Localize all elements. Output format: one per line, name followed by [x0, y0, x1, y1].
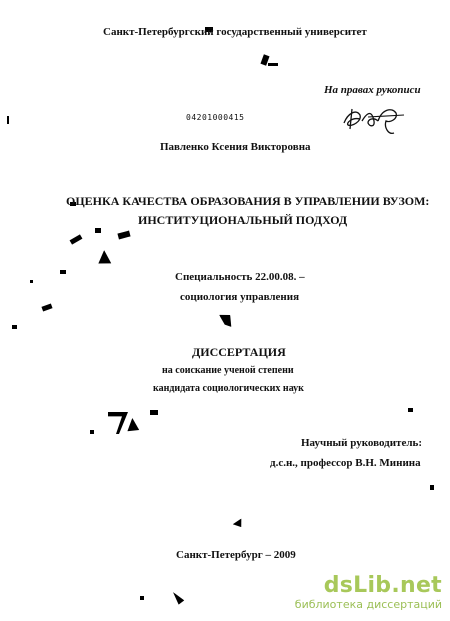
supervisor-label: Научный руководитель:: [301, 437, 422, 449]
scan-mark-19: [232, 519, 244, 530]
dissertation-title-line2: ИНСТИТУЦИОНАЛЬНЫЙ ПОДХОД: [138, 213, 348, 227]
dissertation-label: ДИССЕРТАЦИЯ: [192, 345, 286, 359]
dslib-watermark: [295, 575, 442, 611]
scan-mark-9: [30, 280, 33, 283]
scan-mark-21: [140, 596, 144, 600]
supervisor-name: д.с.н., профессор В.Н. Минина: [270, 457, 421, 469]
handwritten-signature-icon: [338, 103, 410, 139]
degree-line2: кандидата социологических наук: [153, 383, 304, 394]
scan-mark-23: [95, 228, 101, 233]
scan-mark-14: [125, 418, 142, 436]
scan-mark-11: [12, 325, 17, 329]
registration-number: 04201000415: [186, 113, 245, 122]
scan-mark-6: [95, 250, 115, 270]
scan-mark-15: [150, 410, 158, 415]
city-year: Санкт-Петербург – 2009: [176, 549, 296, 561]
specialty-line1: Специальность 22.00.08. –: [175, 271, 305, 283]
scan-mark-12: [219, 311, 235, 330]
scan-mark-18: [430, 485, 434, 490]
degree-line1: на соискание ученой степени: [162, 365, 294, 376]
scan-mark-13: [108, 412, 128, 434]
watermark-tagline: библиотека диссертаций: [294, 598, 442, 611]
scan-mark-16: [90, 430, 94, 434]
dissertation-title-line1: ОЦЕНКА КАЧЕСТВА ОБРАЗОВАНИЯ В УПРАВЛЕНИИ ВУЗОМ:: [66, 194, 430, 208]
author-name: Павленко Ксения Викторовна: [160, 141, 311, 153]
scan-mark-7: [117, 231, 130, 240]
manuscript-rights: На правах рукописи: [324, 84, 421, 96]
scan-mark-4: [7, 116, 9, 124]
scan-mark-3: [268, 63, 278, 66]
scan-mark-20: [169, 592, 185, 606]
scan-mark-8: [60, 270, 66, 274]
university-name: Санкт-Петербургский государственный университет: [103, 26, 367, 38]
scan-mark-10: [41, 303, 52, 311]
scan-mark-5: [70, 234, 83, 244]
watermark-logo: dsLib.net: [323, 573, 442, 598]
specialty-line2: социология управления: [180, 291, 300, 303]
scan-mark-17: [408, 408, 413, 412]
